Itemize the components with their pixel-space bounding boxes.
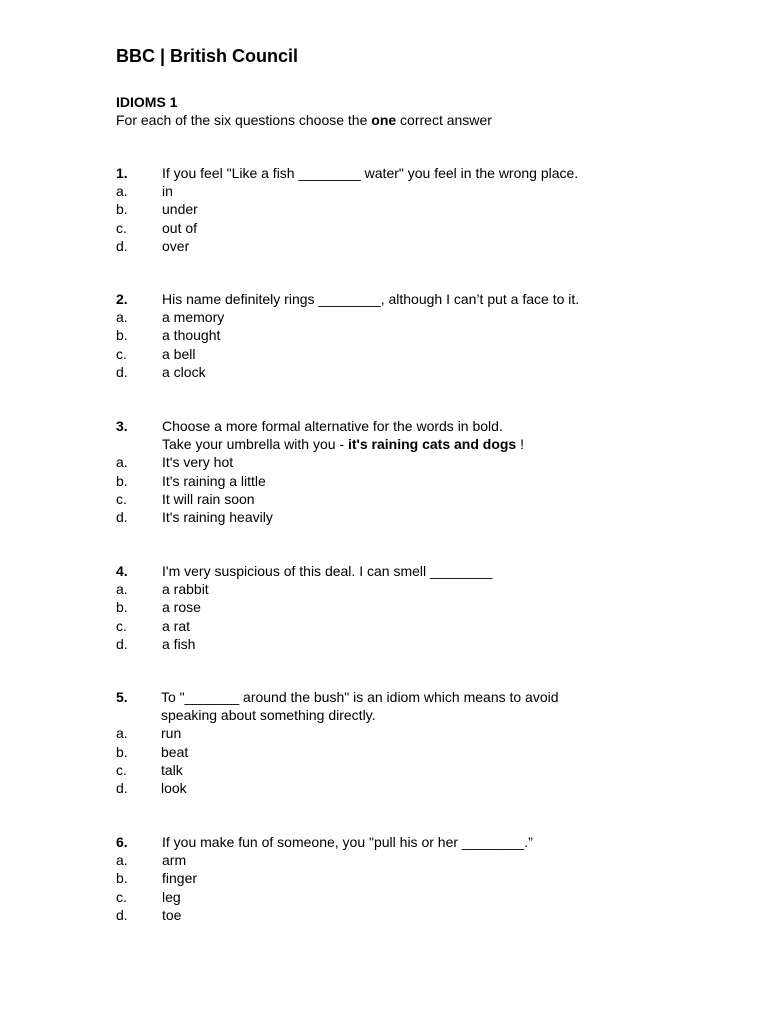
question-text-start: Take your umbrella with you - [162,436,348,453]
question-row [116,562,676,580]
option-letter: d. [116,779,128,796]
question-text: Choose a more formal alternative for the words in bold. [162,418,503,434]
option-letter: a. [116,581,128,598]
option-text: a bell [162,345,196,362]
question-number: 2. [116,291,128,307]
option-text: talk [161,761,183,778]
option-row [116,200,676,218]
option-row [116,308,676,326]
option-letter: a. [116,454,128,471]
question-3 [116,417,676,526]
option-row [116,508,676,526]
option-text: out of [162,219,198,236]
option-letter: c. [116,219,127,236]
option-letter: b. [116,743,128,760]
option-letter: b. [116,327,128,344]
option-letter: c. [116,761,127,778]
option-letter: a. [116,183,128,200]
option-letter: a. [116,852,128,869]
question-text: To "_______ around the bush" is an idiom which means to avoid [161,689,559,705]
option-letter: a. [116,309,128,326]
question-row [116,417,676,435]
page-title: BBC | British Council [116,46,299,66]
option-row [116,869,676,887]
option-letter: b. [116,870,128,887]
question-row [116,164,676,182]
option-row [116,453,676,471]
question-text: If you make fun of someone, you "pull his or her ________.” [162,834,533,850]
option-text: It's very hot [162,454,234,471]
option-letter: b. [116,201,128,218]
option-row [116,490,676,508]
option-text: in [162,183,173,200]
option-letter: c. [116,617,127,634]
option-text: a rat [162,617,191,634]
option-row [116,182,676,200]
option-row [116,724,676,742]
question-6 [116,833,676,924]
option-text: beat [161,743,189,760]
option-text: It will rain soon [162,490,255,507]
option-letter: c. [116,490,127,507]
option-letter: c. [116,345,127,362]
option-row [116,237,676,255]
question-4 [116,562,676,653]
instructions-text-end: correct answer [396,112,492,128]
question-1 [116,164,676,255]
option-letter: b. [116,599,128,616]
instructions-emphasis: one [371,112,397,128]
option-row [116,345,676,363]
bold-idiom: it's raining cats and dogs [347,436,517,453]
option-text: finger [162,870,198,887]
option-row [116,326,676,344]
option-row [116,906,676,924]
option-row [116,888,676,906]
option-text: It's raining a little [162,472,266,489]
option-letter: d. [116,363,128,380]
option-text: a fish [162,635,196,652]
question-5 [116,688,676,797]
option-text: leg [162,888,181,905]
question-row [116,290,676,308]
option-letter: d. [116,237,128,254]
option-letter: d. [116,508,128,525]
question-text: I'm very suspicious of this deal. I can smell ________ [162,563,493,579]
instructions [116,111,492,129]
option-letter: d. [116,906,128,923]
question-text-line-2 [162,435,524,453]
question-text: If you feel "Like a fish ________ water" you feel in the wrong place. [162,165,579,181]
option-text: under [162,201,198,218]
option-row [116,598,676,616]
option-row [116,761,676,779]
option-row [116,617,676,635]
option-row [116,635,676,653]
option-row [116,580,676,598]
question-number: 5. [116,689,128,705]
question-row [116,435,676,453]
option-text: a rose [162,599,201,616]
option-text: a rabbit [162,581,209,598]
option-letter: d. [116,635,128,652]
option-row [116,743,676,761]
option-text: It's raining heavily [162,508,273,525]
option-row [116,363,676,381]
question-text-line-2: speaking about something directly. [161,707,376,724]
question-text: His name definitely rings ________, although I can’t put a face to it. [162,291,580,307]
question-number: 4. [116,563,128,579]
question-row [116,833,676,851]
option-text: a thought [162,327,221,344]
option-letter: a. [116,725,128,742]
option-letter: b. [116,472,128,489]
option-text: toe [162,906,182,923]
instructions-text-start: For each of the six questions choose the [116,112,372,128]
question-row [116,688,676,706]
option-row [116,851,676,869]
option-text: arm [162,852,187,869]
option-text: run [161,725,182,742]
option-row [116,472,676,490]
option-letter: c. [116,888,127,905]
option-text: look [161,779,187,796]
question-number: 1. [116,165,128,181]
question-number: 3. [116,418,128,434]
question-2 [116,290,676,381]
question-row [116,706,676,724]
option-row [116,779,676,797]
option-text: over [162,237,190,254]
option-text: a memory [162,309,225,326]
option-text: a clock [162,363,206,380]
section-title: IDIOMS 1 [116,94,178,110]
question-number: 6. [116,834,128,850]
question-text-end: ! [516,436,524,453]
option-row [116,219,676,237]
